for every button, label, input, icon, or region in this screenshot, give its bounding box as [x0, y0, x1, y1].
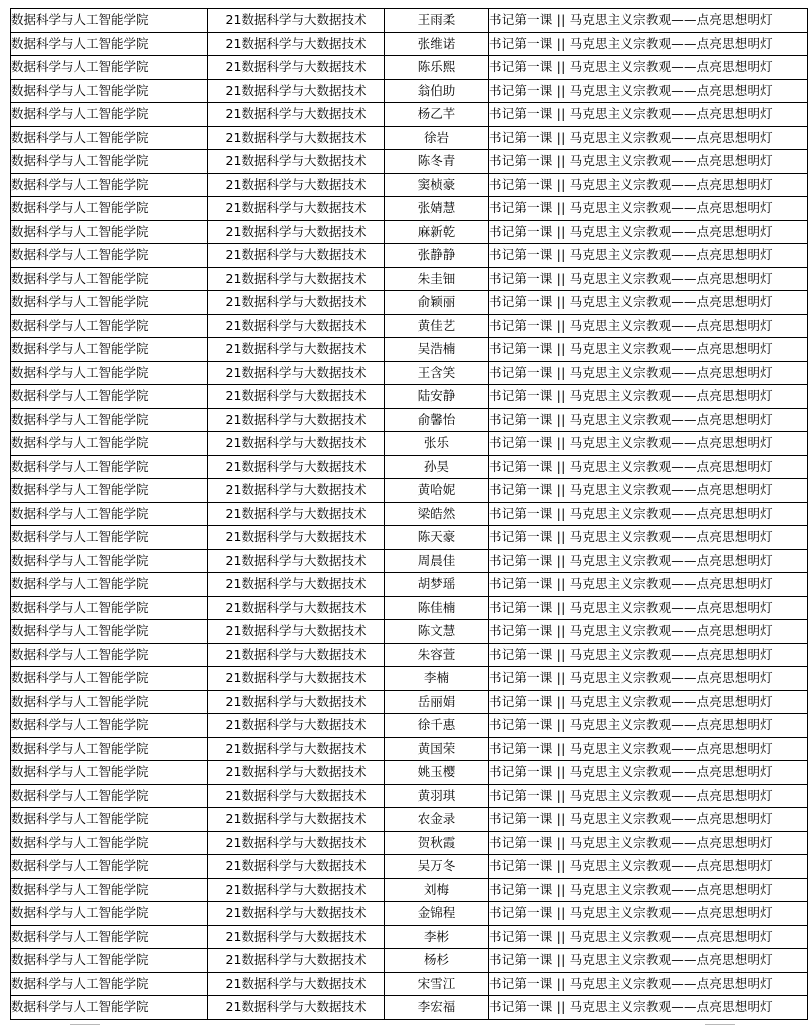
- student-name-cell: 窦桢豪: [385, 173, 489, 197]
- table-row: [11, 596, 808, 620]
- student-name-cell: 陈佳楠: [385, 596, 489, 620]
- table-row: [11, 220, 808, 244]
- college-cell: 数据科学与人工智能学院: [11, 596, 208, 620]
- major-cell: 21数据科学与大数据技术: [208, 902, 385, 926]
- student-name-cell: 李宏福: [385, 996, 489, 1020]
- table-row: [11, 291, 808, 315]
- course-cell: 书记第一课 || 马克思主义宗教观——点亮思想明灯: [489, 855, 808, 879]
- course-cell: 书记第一课 || 马克思主义宗教观——点亮思想明灯: [489, 32, 808, 56]
- table-row: [11, 32, 808, 56]
- major-cell: 21数据科学与大数据技术: [208, 103, 385, 127]
- major-cell: 21数据科学与大数据技术: [208, 855, 385, 879]
- table-row: [11, 9, 808, 33]
- course-cell: 书记第一课 || 马克思主义宗教观——点亮思想明灯: [489, 338, 808, 362]
- course-cell: 书记第一课 || 马克思主义宗教观——点亮思想明灯: [489, 173, 808, 197]
- major-cell: 21数据科学与大数据技术: [208, 385, 385, 409]
- table-row: [11, 432, 808, 456]
- student-name-cell: 李楠: [385, 667, 489, 691]
- major-cell: 21数据科学与大数据技术: [208, 291, 385, 315]
- major-cell: 21数据科学与大数据技术: [208, 972, 385, 996]
- course-cell: 书记第一课 || 马克思主义宗教观——点亮思想明灯: [489, 56, 808, 80]
- student-name-cell: 吴万冬: [385, 855, 489, 879]
- college-cell: 数据科学与人工智能学院: [11, 103, 208, 127]
- major-cell: 21数据科学与大数据技术: [208, 996, 385, 1020]
- course-cell: 书记第一课 || 马克思主义宗教观——点亮思想明灯: [489, 244, 808, 268]
- table-row: [11, 361, 808, 385]
- major-cell: 21数据科学与大数据技术: [208, 314, 385, 338]
- major-cell: 21数据科学与大数据技术: [208, 784, 385, 808]
- course-cell: 书记第一课 || 马克思主义宗教观——点亮思想明灯: [489, 972, 808, 996]
- table-row: [11, 314, 808, 338]
- student-name-cell: 贺秋霞: [385, 831, 489, 855]
- table-row: [11, 996, 808, 1020]
- table-row: [11, 690, 808, 714]
- course-cell: 书记第一课 || 马克思主义宗教观——点亮思想明灯: [489, 549, 808, 573]
- college-cell: 数据科学与人工智能学院: [11, 925, 208, 949]
- table-row: [11, 526, 808, 550]
- course-cell: 书记第一课 || 马克思主义宗教观——点亮思想明灯: [489, 996, 808, 1020]
- major-cell: 21数据科学与大数据技术: [208, 620, 385, 644]
- student-name-cell: 陈冬青: [385, 150, 489, 174]
- course-cell: 书记第一课 || 马克思主义宗教观——点亮思想明灯: [489, 432, 808, 456]
- college-cell: 数据科学与人工智能学院: [11, 831, 208, 855]
- major-cell: 21数据科学与大数据技术: [208, 9, 385, 33]
- course-cell: 书记第一课 || 马克思主义宗教观——点亮思想明灯: [489, 667, 808, 691]
- course-cell: 书记第一课 || 马克思主义宗教观——点亮思想明灯: [489, 784, 808, 808]
- college-cell: 数据科学与人工智能学院: [11, 126, 208, 150]
- table-row: [11, 502, 808, 526]
- student-name-cell: 张维诺: [385, 32, 489, 56]
- college-cell: 数据科学与人工智能学院: [11, 878, 208, 902]
- table-row: [11, 267, 808, 291]
- course-cell: 书记第一课 || 马克思主义宗教观——点亮思想明灯: [489, 949, 808, 973]
- course-cell: 书记第一课 || 马克思主义宗教观——点亮思想明灯: [489, 620, 808, 644]
- student-name-cell: 张静静: [385, 244, 489, 268]
- major-cell: 21数据科学与大数据技术: [208, 408, 385, 432]
- major-cell: 21数据科学与大数据技术: [208, 220, 385, 244]
- course-cell: 书记第一课 || 马克思主义宗教观——点亮思想明灯: [489, 267, 808, 291]
- major-cell: 21数据科学与大数据技术: [208, 455, 385, 479]
- college-cell: 数据科学与人工智能学院: [11, 620, 208, 644]
- student-name-cell: 宋雪江: [385, 972, 489, 996]
- college-cell: 数据科学与人工智能学院: [11, 667, 208, 691]
- major-cell: 21数据科学与大数据技术: [208, 526, 385, 550]
- table-row: [11, 455, 808, 479]
- student-name-cell: 徐岩: [385, 126, 489, 150]
- student-name-cell: 张婧慧: [385, 197, 489, 221]
- table-row: [11, 737, 808, 761]
- major-cell: 21数据科学与大数据技术: [208, 667, 385, 691]
- table-row: [11, 126, 808, 150]
- major-cell: 21数据科学与大数据技术: [208, 338, 385, 362]
- college-cell: 数据科学与人工智能学院: [11, 643, 208, 667]
- student-name-cell: 农金录: [385, 808, 489, 832]
- college-cell: 数据科学与人工智能学院: [11, 949, 208, 973]
- course-cell: 书记第一课 || 马克思主义宗教观——点亮思想明灯: [489, 79, 808, 103]
- college-cell: 数据科学与人工智能学院: [11, 79, 208, 103]
- course-cell: 书记第一课 || 马克思主义宗教观——点亮思想明灯: [489, 150, 808, 174]
- table-row: [11, 620, 808, 644]
- table-row: [11, 972, 808, 996]
- college-cell: 数据科学与人工智能学院: [11, 56, 208, 80]
- college-cell: 数据科学与人工智能学院: [11, 479, 208, 503]
- student-name-cell: 岳丽娟: [385, 690, 489, 714]
- course-cell: 书记第一课 || 马克思主义宗教观——点亮思想明灯: [489, 878, 808, 902]
- student-name-cell: 徐千惠: [385, 714, 489, 738]
- college-cell: 数据科学与人工智能学院: [11, 385, 208, 409]
- college-cell: 数据科学与人工智能学院: [11, 150, 208, 174]
- course-cell: 书记第一课 || 马克思主义宗教观——点亮思想明灯: [489, 526, 808, 550]
- student-name-cell: 黄哈妮: [385, 479, 489, 503]
- document-page: [10, 8, 808, 1020]
- table-row: [11, 949, 808, 973]
- course-cell: 书记第一课 || 马克思主义宗教观——点亮思想明灯: [489, 596, 808, 620]
- student-name-cell: 陈文慧: [385, 620, 489, 644]
- major-cell: 21数据科学与大数据技术: [208, 126, 385, 150]
- course-cell: 书记第一课 || 马克思主义宗教观——点亮思想明灯: [489, 902, 808, 926]
- table-row: [11, 385, 808, 409]
- college-cell: 数据科学与人工智能学院: [11, 361, 208, 385]
- course-cell: 书记第一课 || 马克思主义宗教观——点亮思想明灯: [489, 573, 808, 597]
- college-cell: 数据科学与人工智能学院: [11, 173, 208, 197]
- college-cell: 数据科学与人工智能学院: [11, 291, 208, 315]
- college-cell: 数据科学与人工智能学院: [11, 808, 208, 832]
- course-cell: 书记第一课 || 马克思主义宗教观——点亮思想明灯: [489, 455, 808, 479]
- table-row: [11, 56, 808, 80]
- college-cell: 数据科学与人工智能学院: [11, 784, 208, 808]
- table-row: [11, 197, 808, 221]
- table-row: [11, 338, 808, 362]
- table-row: [11, 408, 808, 432]
- college-cell: 数据科学与人工智能学院: [11, 761, 208, 785]
- major-cell: 21数据科学与大数据技术: [208, 761, 385, 785]
- table-row: [11, 549, 808, 573]
- student-name-cell: 吴浩楠: [385, 338, 489, 362]
- major-cell: 21数据科学与大数据技术: [208, 32, 385, 56]
- major-cell: 21数据科学与大数据技术: [208, 596, 385, 620]
- table-row: [11, 784, 808, 808]
- page-edge-mark-right: [705, 1024, 735, 1025]
- major-cell: 21数据科学与大数据技术: [208, 479, 385, 503]
- student-name-cell: 陈天豪: [385, 526, 489, 550]
- course-cell: 书记第一课 || 马克思主义宗教观——点亮思想明灯: [489, 808, 808, 832]
- college-cell: 数据科学与人工智能学院: [11, 502, 208, 526]
- student-name-cell: 朱容萱: [385, 643, 489, 667]
- student-name-cell: 黄羽琪: [385, 784, 489, 808]
- major-cell: 21数据科学与大数据技术: [208, 573, 385, 597]
- course-cell: 书记第一课 || 马克思主义宗教观——点亮思想明灯: [489, 408, 808, 432]
- student-name-cell: 梁皓然: [385, 502, 489, 526]
- student-name-cell: 张乐: [385, 432, 489, 456]
- student-name-cell: 刘梅: [385, 878, 489, 902]
- course-cell: 书记第一课 || 马克思主义宗教观——点亮思想明灯: [489, 291, 808, 315]
- course-cell: 书记第一课 || 马克思主义宗教观——点亮思想明灯: [489, 220, 808, 244]
- student-name-cell: 王雨柔: [385, 9, 489, 33]
- table-row: [11, 244, 808, 268]
- major-cell: 21数据科学与大数据技术: [208, 244, 385, 268]
- student-name-cell: 翁伯助: [385, 79, 489, 103]
- table-row: [11, 925, 808, 949]
- course-cell: 书记第一课 || 马克思主义宗教观——点亮思想明灯: [489, 737, 808, 761]
- major-cell: 21数据科学与大数据技术: [208, 79, 385, 103]
- table-row: [11, 643, 808, 667]
- college-cell: 数据科学与人工智能学院: [11, 573, 208, 597]
- student-name-cell: 胡梦瑶: [385, 573, 489, 597]
- participant-table-body: [11, 9, 808, 1020]
- college-cell: 数据科学与人工智能学院: [11, 338, 208, 362]
- student-name-cell: 俞颖丽: [385, 291, 489, 315]
- major-cell: 21数据科学与大数据技术: [208, 714, 385, 738]
- college-cell: 数据科学与人工智能学院: [11, 244, 208, 268]
- student-name-cell: 朱圭钿: [385, 267, 489, 291]
- table-row: [11, 878, 808, 902]
- major-cell: 21数据科学与大数据技术: [208, 197, 385, 221]
- student-name-cell: 杨乙芊: [385, 103, 489, 127]
- table-row: [11, 831, 808, 855]
- major-cell: 21数据科学与大数据技术: [208, 949, 385, 973]
- major-cell: 21数据科学与大数据技术: [208, 831, 385, 855]
- course-cell: 书记第一课 || 马克思主义宗教观——点亮思想明灯: [489, 690, 808, 714]
- student-name-cell: 孙昊: [385, 455, 489, 479]
- major-cell: 21数据科学与大数据技术: [208, 502, 385, 526]
- student-name-cell: 陈乐熙: [385, 56, 489, 80]
- major-cell: 21数据科学与大数据技术: [208, 808, 385, 832]
- course-cell: 书记第一课 || 马克思主义宗教观——点亮思想明灯: [489, 831, 808, 855]
- student-name-cell: 麻新乾: [385, 220, 489, 244]
- table-row: [11, 808, 808, 832]
- student-name-cell: 黄佳艺: [385, 314, 489, 338]
- college-cell: 数据科学与人工智能学院: [11, 432, 208, 456]
- course-cell: 书记第一课 || 马克思主义宗教观——点亮思想明灯: [489, 502, 808, 526]
- table-row: [11, 79, 808, 103]
- major-cell: 21数据科学与大数据技术: [208, 737, 385, 761]
- college-cell: 数据科学与人工智能学院: [11, 526, 208, 550]
- student-name-cell: 俞馨怡: [385, 408, 489, 432]
- college-cell: 数据科学与人工智能学院: [11, 972, 208, 996]
- course-cell: 书记第一课 || 马克思主义宗教观——点亮思想明灯: [489, 9, 808, 33]
- table-row: [11, 855, 808, 879]
- student-name-cell: 金锦程: [385, 902, 489, 926]
- college-cell: 数据科学与人工智能学院: [11, 455, 208, 479]
- table-row: [11, 173, 808, 197]
- college-cell: 数据科学与人工智能学院: [11, 737, 208, 761]
- college-cell: 数据科学与人工智能学院: [11, 314, 208, 338]
- college-cell: 数据科学与人工智能学院: [11, 902, 208, 926]
- college-cell: 数据科学与人工智能学院: [11, 32, 208, 56]
- major-cell: 21数据科学与大数据技术: [208, 432, 385, 456]
- college-cell: 数据科学与人工智能学院: [11, 9, 208, 33]
- student-name-cell: 周晨佳: [385, 549, 489, 573]
- major-cell: 21数据科学与大数据技术: [208, 643, 385, 667]
- course-cell: 书记第一课 || 马克思主义宗教观——点亮思想明灯: [489, 103, 808, 127]
- major-cell: 21数据科学与大数据技术: [208, 56, 385, 80]
- course-cell: 书记第一课 || 马克思主义宗教观——点亮思想明灯: [489, 925, 808, 949]
- college-cell: 数据科学与人工智能学院: [11, 197, 208, 221]
- table-row: [11, 761, 808, 785]
- student-name-cell: 杨杉: [385, 949, 489, 973]
- major-cell: 21数据科学与大数据技术: [208, 173, 385, 197]
- page-edge-mark-left: [70, 1024, 100, 1025]
- course-cell: 书记第一课 || 马克思主义宗教观——点亮思想明灯: [489, 314, 808, 338]
- course-cell: 书记第一课 || 马克思主义宗教观——点亮思想明灯: [489, 197, 808, 221]
- college-cell: 数据科学与人工智能学院: [11, 549, 208, 573]
- major-cell: 21数据科学与大数据技术: [208, 361, 385, 385]
- course-cell: 书记第一课 || 马克思主义宗教观——点亮思想明灯: [489, 761, 808, 785]
- college-cell: 数据科学与人工智能学院: [11, 855, 208, 879]
- participant-table: [10, 8, 808, 1020]
- major-cell: 21数据科学与大数据技术: [208, 549, 385, 573]
- college-cell: 数据科学与人工智能学院: [11, 408, 208, 432]
- table-row: [11, 479, 808, 503]
- table-row: [11, 150, 808, 174]
- course-cell: 书记第一课 || 马克思主义宗教观——点亮思想明灯: [489, 714, 808, 738]
- table-row: [11, 714, 808, 738]
- student-name-cell: 姚玉樱: [385, 761, 489, 785]
- table-row: [11, 902, 808, 926]
- student-name-cell: 黄国荣: [385, 737, 489, 761]
- major-cell: 21数据科学与大数据技术: [208, 267, 385, 291]
- college-cell: 数据科学与人工智能学院: [11, 267, 208, 291]
- college-cell: 数据科学与人工智能学院: [11, 690, 208, 714]
- course-cell: 书记第一课 || 马克思主义宗教观——点亮思想明灯: [489, 361, 808, 385]
- course-cell: 书记第一课 || 马克思主义宗教观——点亮思想明灯: [489, 126, 808, 150]
- major-cell: 21数据科学与大数据技术: [208, 925, 385, 949]
- student-name-cell: 陆安静: [385, 385, 489, 409]
- student-name-cell: 王含笑: [385, 361, 489, 385]
- college-cell: 数据科学与人工智能学院: [11, 714, 208, 738]
- major-cell: 21数据科学与大数据技术: [208, 878, 385, 902]
- major-cell: 21数据科学与大数据技术: [208, 150, 385, 174]
- major-cell: 21数据科学与大数据技术: [208, 690, 385, 714]
- table-row: [11, 103, 808, 127]
- course-cell: 书记第一课 || 马克思主义宗教观——点亮思想明灯: [489, 385, 808, 409]
- table-row: [11, 573, 808, 597]
- college-cell: 数据科学与人工智能学院: [11, 220, 208, 244]
- college-cell: 数据科学与人工智能学院: [11, 996, 208, 1020]
- table-row: [11, 667, 808, 691]
- student-name-cell: 李彬: [385, 925, 489, 949]
- course-cell: 书记第一课 || 马克思主义宗教观——点亮思想明灯: [489, 643, 808, 667]
- course-cell: 书记第一课 || 马克思主义宗教观——点亮思想明灯: [489, 479, 808, 503]
